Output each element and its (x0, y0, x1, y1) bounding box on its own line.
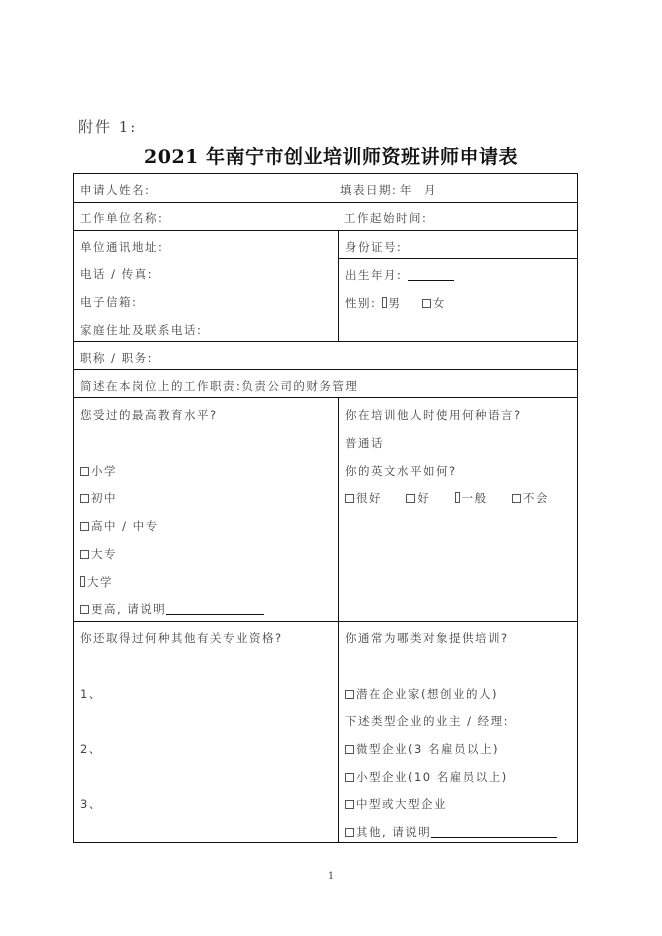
target-option: 中型或大型企业 (345, 797, 447, 811)
qualification-item-2: 2、 (80, 742, 102, 756)
gender-option-male: 男 (388, 296, 402, 310)
gender-label: 性别: (345, 296, 377, 310)
duties-label: 简述在本岗位上的工作职责: (80, 379, 242, 393)
language-value: 普通话 (345, 436, 384, 450)
checkbox-english-average[interactable] (455, 492, 460, 503)
higher-specify-line[interactable] (166, 602, 264, 615)
work-start-label: 工作起始时间: (344, 211, 428, 225)
gender-option-female: 女 (432, 296, 446, 310)
page-number: 1 (327, 871, 335, 882)
row-divider (74, 397, 577, 398)
target-option: 潜在企业家(想创业的人) (345, 687, 498, 701)
education-option: 大专 (80, 547, 117, 561)
checkbox-higher[interactable] (80, 605, 89, 614)
employer-label: 工作单位名称: (80, 211, 164, 225)
id-number-label: 身份证号: (345, 240, 403, 254)
checkbox-female[interactable] (422, 299, 431, 308)
title-position-label: 职称 / 职务: (80, 351, 154, 365)
education-option: 更高, 请说明 (80, 602, 264, 616)
birth-label: 出生年月: (345, 268, 403, 282)
checkbox-university[interactable] (80, 576, 85, 587)
fill-date-month: 月 (424, 183, 437, 197)
qualification-item-1: 1、 (80, 687, 102, 701)
fill-date-label: 填表日期: (340, 183, 398, 197)
employer-address-label: 单位通讯地址: (80, 240, 164, 254)
education-option: 高中 / 中专 (80, 519, 159, 533)
education-question: 您受过的最高教育水平? (80, 408, 218, 422)
row-divider (74, 230, 577, 231)
fill-date-year: 年 (400, 183, 413, 197)
owner-manager-label: 下述类型企业的业主 / 经理: (345, 714, 510, 728)
birth-input-line[interactable] (408, 268, 454, 281)
row-divider (338, 258, 577, 259)
target-option: 小型企业(10 名雇员以上) (345, 770, 508, 784)
row-divider (74, 369, 577, 370)
checkbox-other[interactable] (345, 828, 354, 837)
checkbox-english-none[interactable] (512, 494, 521, 503)
column-divider (338, 397, 339, 842)
checkbox-english-good[interactable] (406, 494, 415, 503)
qualification-item-3: 3、 (80, 797, 102, 811)
checkbox-college[interactable] (80, 550, 89, 559)
other-specify-line[interactable] (431, 825, 557, 838)
checkbox-male[interactable] (382, 297, 387, 308)
language-question: 你在培训他人时使用何种语言? (345, 408, 522, 422)
duties-field (80, 379, 358, 393)
qualification-question: 你还取得过何种其他有关专业资格? (80, 631, 283, 645)
birth-field (345, 268, 454, 282)
row-divider (74, 341, 577, 342)
checkbox-medium-large-enterprise[interactable] (345, 800, 354, 809)
education-option: 初中 (80, 491, 117, 505)
education-option: 小学 (80, 464, 117, 478)
row-divider (74, 202, 577, 203)
email-label: 电子信箱: (80, 295, 138, 309)
english-options: 很好 好 一般 不会 (345, 491, 549, 505)
target-option: 其他, 请说明 (345, 825, 557, 839)
target-option: 微型企业(3 名雇员以上) (345, 742, 499, 756)
phone-fax-label: 电话 / 传真: (80, 267, 154, 281)
checkbox-small-enterprise[interactable] (345, 773, 354, 782)
annex-label: 附件 1: (78, 118, 138, 136)
english-question: 你的英文水平如何? (345, 464, 457, 478)
checkbox-potential-entrepreneur[interactable] (345, 690, 354, 699)
checkbox-micro-enterprise[interactable] (345, 745, 354, 754)
checkbox-junior-high[interactable] (80, 494, 89, 503)
duties-value: 负责公司的财务管理 (241, 379, 359, 393)
applicant-name-label: 申请人姓名: (80, 183, 151, 197)
checkbox-primary[interactable] (80, 467, 89, 476)
home-address-label: 家庭住址及联系电话: (80, 323, 203, 337)
checkbox-senior-high[interactable] (80, 522, 89, 531)
target-question: 你通常为哪类对象提供培训? (345, 631, 509, 645)
checkbox-english-very-good[interactable] (345, 494, 354, 503)
form-title: 2021 年南宁市创业培训师资班讲师申请表 (144, 146, 518, 168)
column-divider (338, 230, 339, 341)
row-divider (74, 621, 577, 622)
education-option: 大学 (80, 575, 113, 589)
gender-field (345, 296, 446, 310)
